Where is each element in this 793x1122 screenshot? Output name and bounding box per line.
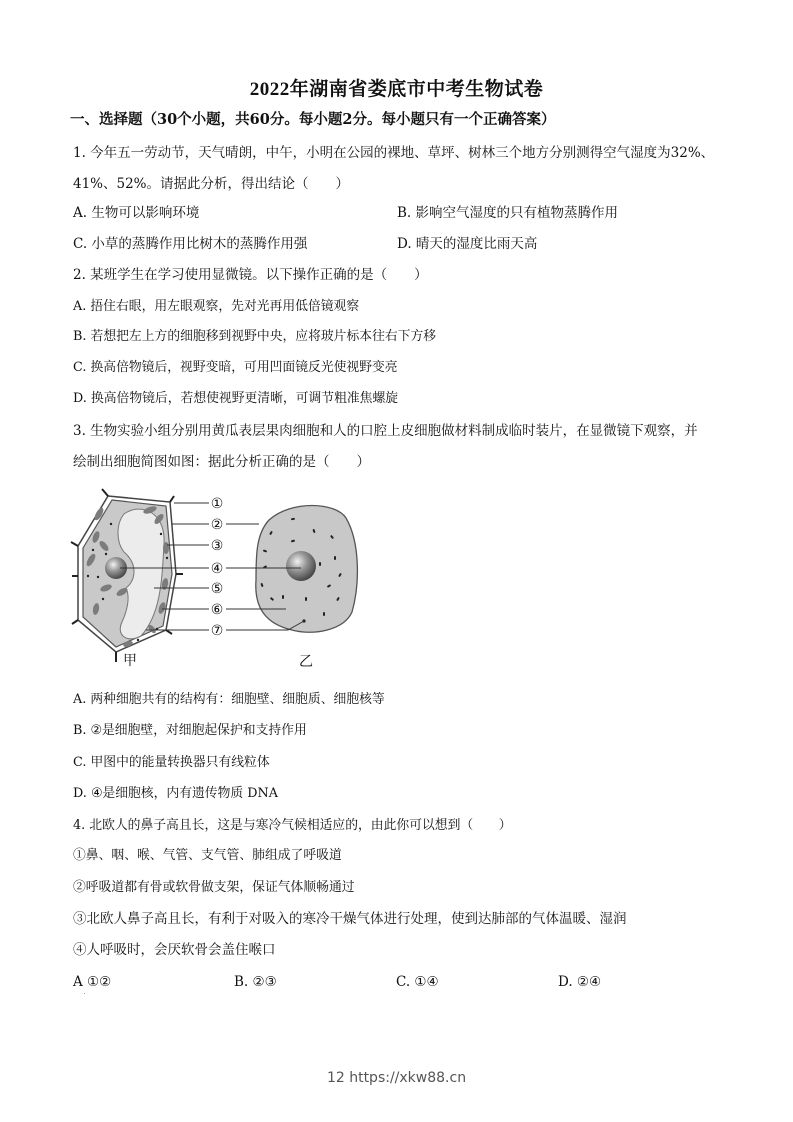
plant-cell bbox=[71, 489, 183, 662]
question-3-stem-line1: 3. 生物实验小组分别用黄瓜表层果肉细胞和人的口腔上皮细胞做材料制成临时装片，在显微镜下观察，并 bbox=[73, 423, 698, 439]
question-4-statement-2: ②呼吸道都有骨或软骨做支架，保证气体顺畅通过 bbox=[73, 880, 355, 895]
callout-5: ⑤ bbox=[210, 581, 224, 597]
callout-3: ③ bbox=[210, 538, 224, 554]
page-title: 2022年湖南省娄底市中考生物试卷 bbox=[249, 79, 544, 100]
question-3-option-b: B. ②是细胞壁，对细胞起保护和支持作用 bbox=[73, 723, 307, 738]
question-3-stem-line2: 绘制出细胞简图如图：据此分析正确的是（ ） bbox=[73, 454, 370, 470]
scan-speck bbox=[84, 993, 85, 994]
callout-7: ⑦ bbox=[210, 623, 224, 639]
question-3-option-d: D. ④是细胞核，内有遗传物质 DNA bbox=[73, 786, 278, 801]
callout-1: ① bbox=[210, 496, 224, 512]
section-heading: 一、选择题（30个小题，共60分。每小题2分。每小题只有一个正确答案） bbox=[70, 111, 556, 128]
question-1-option-b: B. 影响空气湿度的只有植物蒸腾作用 bbox=[397, 205, 619, 221]
question-1-stem-line2: 41%、52%。请据此分析，得出结论（ ） bbox=[73, 176, 350, 192]
question-4-option-d: D. ②④ bbox=[558, 974, 602, 990]
question-4-option-a: A ①② bbox=[73, 974, 112, 990]
question-2-option-d: D. 换高倍物镜后，若想使视野更清晰，可调节粗准焦螺旋 bbox=[73, 391, 399, 406]
question-3-option-c: C. 甲图中的能量转换器只有线粒体 bbox=[73, 755, 270, 770]
question-4-option-b: B. ②③ bbox=[234, 974, 277, 990]
callout-2: ② bbox=[210, 517, 224, 533]
callout-4: ④ bbox=[210, 561, 224, 577]
question-2-stem: 2. 某班学生在学习使用显微镜。以下操作正确的是（ ） bbox=[73, 267, 428, 283]
callout-6: ⑥ bbox=[210, 602, 224, 618]
question-4-statement-4: ④人呼吸时，会厌软骨会盖住喉口 bbox=[73, 942, 276, 958]
question-4-statement-1: ①鼻、咽、喉、气管、支气管、肺组成了呼吸道 bbox=[73, 848, 342, 863]
question-2-option-a: A. 捂住右眼，用左眼观察，先对光再用低倍镜观察 bbox=[73, 299, 360, 314]
cell-diagram-svg bbox=[66, 484, 386, 674]
question-4-option-c: C. ①④ bbox=[396, 974, 439, 990]
page-footer: 12 https://xkw88.cn bbox=[326, 1070, 467, 1086]
animal-cell bbox=[256, 506, 358, 633]
question-1-option-c: C. 小草的蒸腾作用比树木的蒸腾作用强 bbox=[73, 236, 308, 252]
question-2-option-b: B. 若想把左上方的细胞移到视野中央，应将玻片标本往右下方移 bbox=[73, 329, 437, 344]
label-jia: 甲 bbox=[123, 653, 137, 669]
question-2-option-c: C. 换高倍物镜后，视野变暗，可用凹面镜反光使视野变亮 bbox=[73, 360, 398, 375]
question-1-option-d: D. 晴天的湿度比雨天高 bbox=[397, 236, 538, 252]
cell-diagram bbox=[66, 484, 386, 674]
question-1-stem-line1: 1. 今年五一劳动节，天气晴朗，中午，小明在公园的裸地、草坪、树林三个地方分别测得空气湿度为32%、 bbox=[73, 145, 715, 161]
question-3-option-a: A. 两种细胞共有的结构有：细胞壁、细胞质、细胞核等 bbox=[73, 692, 385, 707]
question-1-option-a: A. 生物可以影响环境 bbox=[73, 205, 200, 221]
question-4-statement-3: ③北欧人鼻子高且长，有利于对吸入的寒冷干燥气体进行处理，使到达肺部的气体温暖、湿润 bbox=[73, 911, 627, 927]
question-4-stem: 4. 北欧人的鼻子高且长，这是与寒冷气候相适应的，由此你可以想到（ ） bbox=[73, 818, 512, 833]
label-yi: 乙 bbox=[299, 654, 313, 670]
